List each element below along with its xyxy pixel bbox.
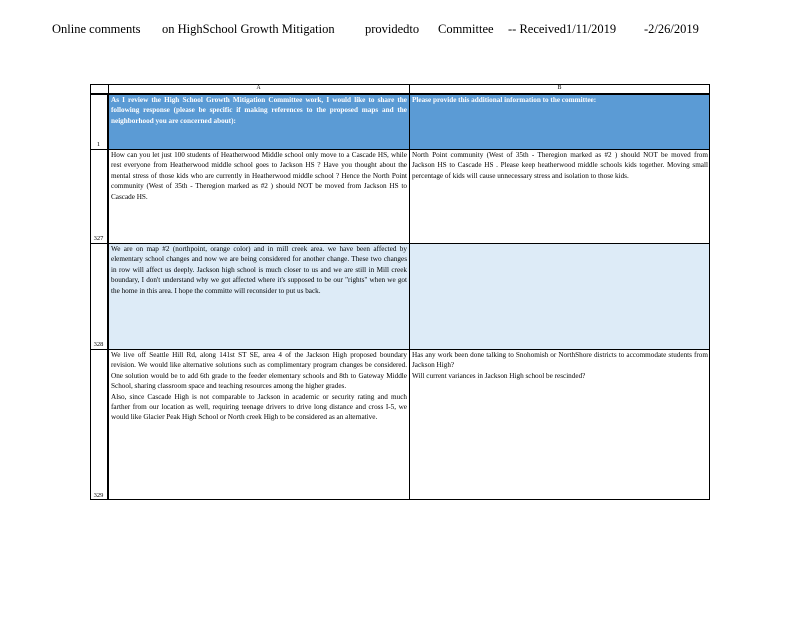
grid-line (90, 149, 710, 150)
grid-line (90, 94, 710, 95)
column-header-a: A (108, 84, 409, 94)
title-part-5: -- Received1/11/2019 (508, 22, 617, 36)
grid-line (90, 84, 710, 85)
table-cell-comment: We live off Seattle Hill Rd, along 141st ST SE, area 4 of the Jackson High proposed boundary revision. We would like alternative solutions such as complimentary program changes be considered. One solution would be to add 6th grade to the feeder elementary schools and 8th to Gateway Middle School, sharing classroom space and teaching resources among the higher grades. Also, since Cascade High is not comparable to Jackson in academic or security rating and much farther from our location as well, requiring teenage drivers to drive long distance and cross I-5, we would like Glacier Peak High School or North creek High to be considered as an alternative. (111, 351, 407, 422)
table-cell-additional-info: North Point community (West of 35th - Theregion marked as #2 ) should NOT be moved from Jackson HS to Cascade HS . Please keep heatherwood middle schools kids together. Moving small percentage of kids will cause unnecessary stress and isolation to those kids. (412, 151, 708, 180)
row-number: 328 (90, 243, 108, 349)
table-cell-comment: How can you let just 100 students of Heatherwood Middle school only move to a Cascade HS, while rest everyone from Heatherwood middle school goes to Jackson HS ? Have you thought about the mental stress of those kids who are currently in Heatherwood middle school ? Hence the North Point community (West of 35th - Theregion marked as #2 ) should NOT be moved from Jackson HS to Cascade HS. (111, 151, 407, 201)
title-part-4: Committee (438, 22, 494, 36)
title-part-2: on HighSchool Growth Mitigation (162, 22, 335, 36)
title-part-3: providedto (365, 22, 420, 36)
comments-table (90, 84, 710, 500)
table-cell-additional-info: Has any work been done talking to Snohomish or NorthShore districts to accommodate students from Jackson High? Will current variances in Jackson High school be rescinded? (412, 351, 708, 380)
table-cell-prompt-a: As I review the High School Growth Mitigation Committee work, I would like to share the following response (please be specific if making references to the proposed maps and the neighborhood you are concerned about): (108, 94, 409, 149)
grid-line (90, 499, 710, 500)
grid-line (108, 84, 109, 500)
title-part-6: -2/26/2019 (644, 22, 699, 36)
corner-cell (90, 84, 108, 94)
grid-line (90, 243, 710, 244)
table-cell-prompt-b: Please provide this additional information to the committee: (409, 94, 710, 149)
row-number: 329 (90, 349, 108, 500)
grid-line (90, 84, 91, 500)
row-number: 327 (90, 149, 108, 243)
column-header-b: B (409, 84, 710, 94)
grid-line (90, 349, 710, 350)
table-cell-comment: We are on map #2 (northpoint, orange color) and in mill creek area. we have been affected by elementary school changes and now we are being considered for another change. These two changes in row will affect us deeply. Jackson high school is much closer to us and we are still in Mill creek boundary, I don't understand why we got affected where it's supposed to be our "rights" when we got the home in this area. I hope the committe will reconsider to put us back. (108, 243, 409, 349)
row-number: 1 (90, 94, 108, 149)
grid-line (709, 84, 710, 500)
grid-line (409, 84, 410, 500)
page-title (52, 22, 752, 42)
table-cell-additional-info (409, 243, 710, 349)
title-part-1: Online comments (52, 22, 141, 36)
